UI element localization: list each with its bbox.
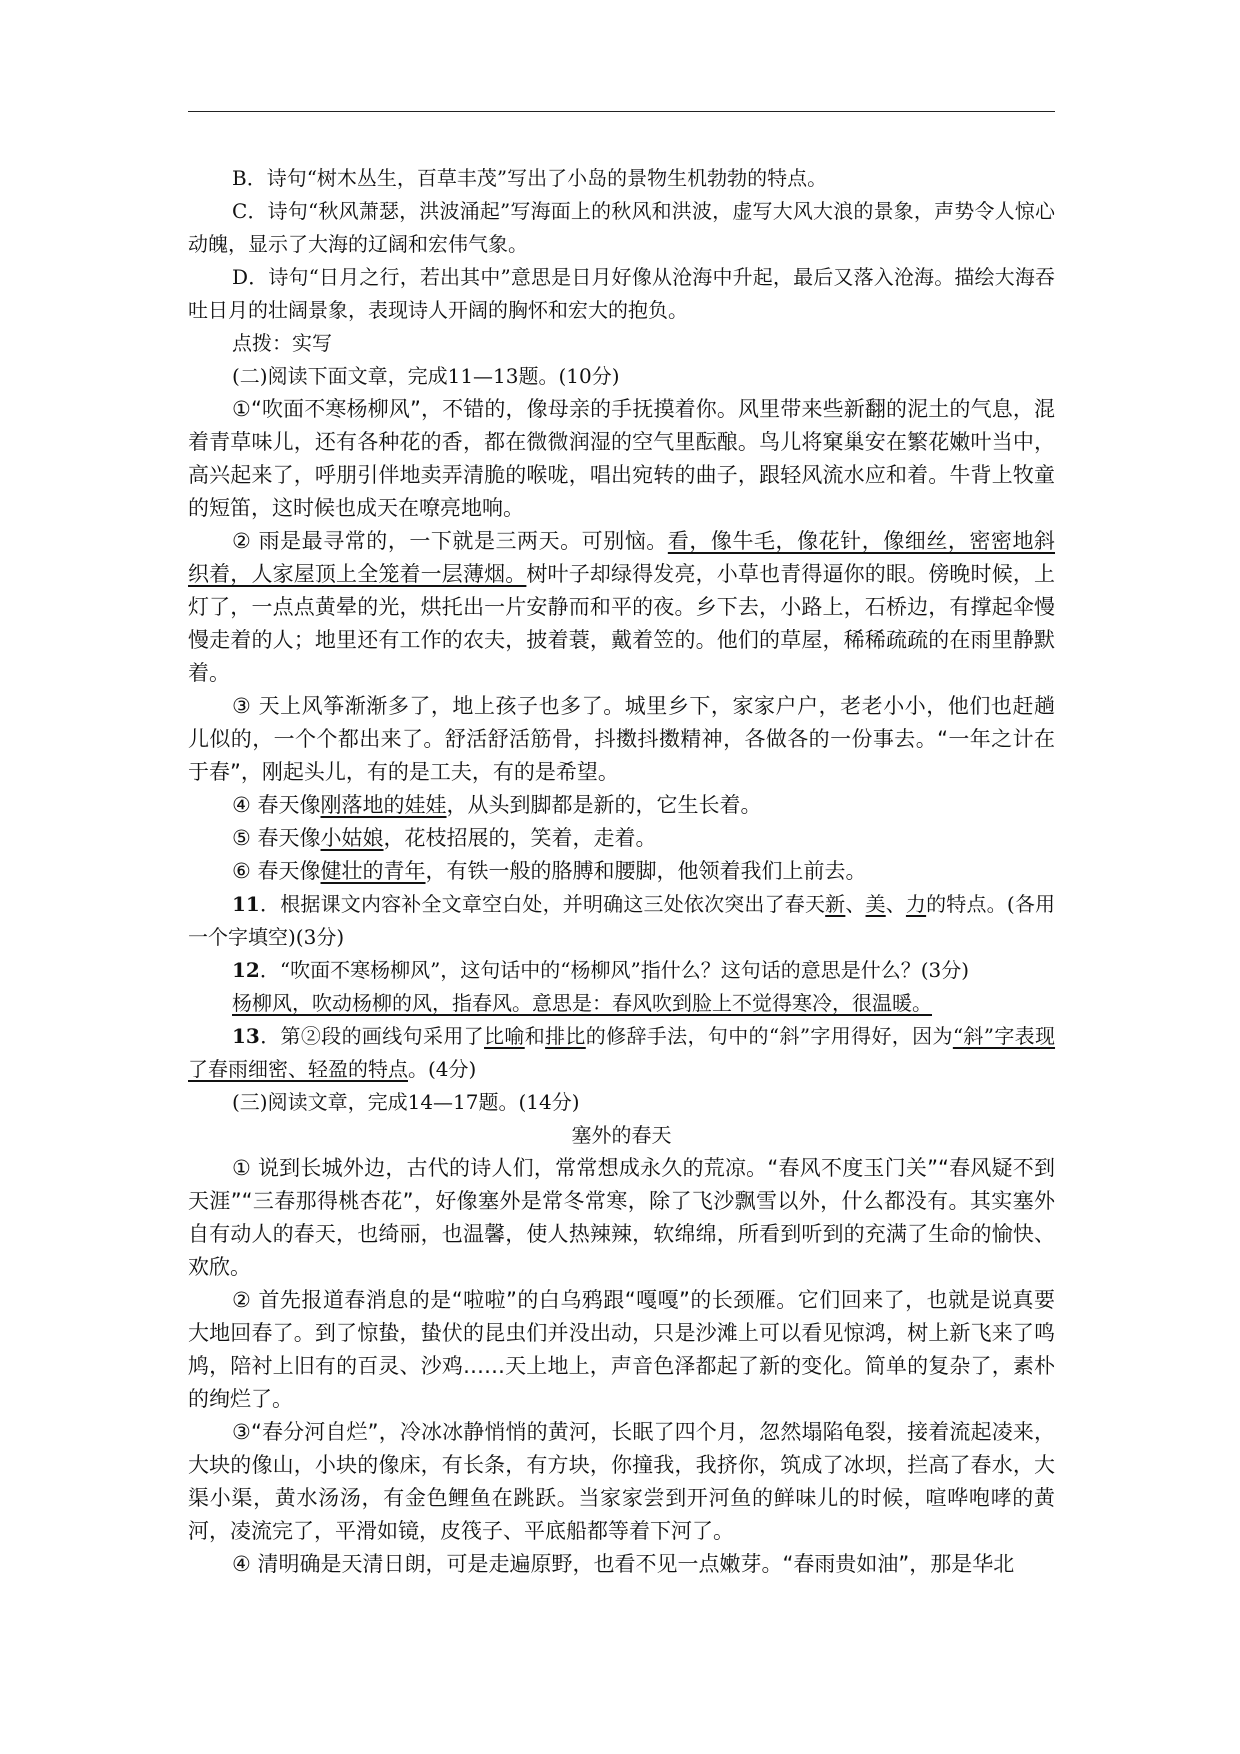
article-paragraph-3: ③“春分河自烂”，冷冰冰静悄悄的黄河，长眠了四个月，忽然塌陷龟裂，接着流起凌来，大块的像山，小块的像床，有长条，有方块，你撞我，我挤你，筑成了冰坝，拦高了春水，大渠小渠，黄水汤汤，有金色鲤鱼在跳跃。当家家尝到开河鱼的鲜味儿的时候，喧哗咆哮的黄河，凌流完了，平滑如镜，皮筏子、平底船都等着下河了。 [188, 1420, 1055, 1543]
question-13-answer-3: “斜”字表现了春雨细密、轻盈的特点 [188, 1024, 1056, 1081]
paragraph-4-before: ④ 春天像 [232, 793, 321, 817]
passage-paragraph-6 [188, 855, 1055, 888]
paragraph-5-before: ⑤ 春天像 [232, 826, 321, 850]
paragraph-6-after: ，有铁一般的胳膊和腰脚，他领着我们上前去。 [425, 859, 867, 883]
passage-paragraph-2 [188, 525, 1055, 690]
question-13-text: ．第②段的画线句采用了 [259, 1024, 485, 1048]
question-11-tail: 的特点。(各用一个字填空)(3分) [188, 892, 1056, 949]
question-11-separator-1: 、 [845, 892, 866, 916]
article-title: 塞外的春天 [571, 1123, 672, 1147]
question-11-number: 11 [232, 892, 260, 916]
passage-paragraph-5 [188, 822, 1055, 855]
passage-paragraph-3: ③ 天上风筝渐渐多了，地上孩子也多了。城里乡下，家家户户，老老小小，他们也赶趟儿似的，一个个都出来了。舒活舒活筋骨，抖擞抖擞精神，各做各的一份事去。“一年之计在于春”，刚起头儿，有的是工夫，有的是希望。 [188, 694, 1055, 784]
question-11-answer-1: 新 [825, 892, 846, 916]
question-12-answer: 杨柳风，吹动杨柳的风，指春风。意思是：春风吹到脸上不觉得寒冷，很温暖。 [232, 991, 932, 1015]
section-2-heading: (二)阅读下面文章，完成11—13题。(10分) [232, 364, 620, 388]
option-c: C．诗句“秋风萧瑟，洪波涌起”写海面上的秋风和洪波，虚写大风大浪的景象，声势令人惊心动魄，显示了大海的辽阔和宏伟气象。 [188, 199, 1055, 256]
paragraph-2-before: ② 雨是最寻常的，一下就是三两天。可别恼。 [232, 529, 668, 553]
question-12-answer-line [188, 987, 1055, 1020]
question-13-connector: 和 [524, 1024, 546, 1048]
paragraph-4-after: ，从头到脚都是新的，它生长着。 [446, 793, 762, 817]
question-13-text-2: 的修辞手法，句中的“斜”字用得好，因为 [585, 1024, 953, 1048]
article-paragraph-4: ④ 清明确是天清日朗，可是走遍原野，也看不见一点嫩芽。“春雨贵如油”，那是华北 [232, 1552, 1015, 1576]
paragraph-2-underlined-sentence: 看，像牛毛，像花针，像细丝，密密地斜织着，人家屋顶上全笼着一层薄烟。 [188, 529, 1056, 586]
passage-paragraph-4 [188, 789, 1055, 822]
paragraph-5-answer: 小姑娘 [320, 826, 384, 850]
question-13-number: 13 [232, 1024, 260, 1048]
question-11 [188, 888, 1055, 954]
option-d: D．诗句“日月之行，若出其中”意思是日月好像从沧海中升起，最后又落入沧海。描绘大海吞吐日月的壮阔景象，表现诗人开阔的胸怀和宏大的抱负。 [188, 265, 1055, 322]
question-11-answer-2: 美 [865, 892, 886, 916]
question-13-tail: 。(4分) [408, 1057, 477, 1081]
question-12 [188, 954, 1055, 987]
header-rule [188, 111, 1055, 112]
paragraph-2-after: 树叶子却绿得发亮，小草也青得逼你的眼。傍晚时候，上灯了，一点点黄晕的光，烘托出一片安静而和平的夜。乡下去，小路上，石桥边，有撑起伞慢慢走着的人；地里还有工作的农夫，披着蓑，戴着笠的。他们的草屋，稀稀疏疏的在雨里静默着。 [188, 562, 1056, 685]
section-3-heading: (三)阅读文章，完成14—17题。(14分) [232, 1090, 580, 1114]
question-13-answer-2: 排比 [545, 1024, 586, 1048]
passage-paragraph-1: ①“吹面不寒杨柳风”，不错的，像母亲的手抚摸着你。风里带来些新翻的泥土的气息，混着青草味儿，还有各种花的香，都在微微润湿的空气里酝酿。鸟儿将窠巢安在繁花嫩叶当中，高兴起来了，呼朋引伴地卖弄清脆的喉咙，唱出宛转的曲子，跟轻风流水应和着。牛背上牧童的短笛，这时候也成天在嘹亮地响。 [188, 397, 1055, 520]
option-b: B．诗句“树木丛生，百草丰茂”写出了小岛的景物生机勃勃的特点。 [232, 166, 828, 190]
paragraph-5-after: ，花枝招展的，笑着，走着。 [383, 826, 657, 850]
article-paragraph-1: ① 说到长城外边，古代的诗人们，常常想成永久的荒凉。“春风不度玉门关”“春风疑不到天涯”“三春那得桃杏花”，好像塞外是常冬常寒，除了飞沙飘雪以外，什么都没有。其实塞外自有动人的春天，也绮丽，也温馨，使人热辣辣，软绵绵，所看到听到的充满了生命的愉快、欢欣。 [188, 1156, 1055, 1279]
hint-line: 点拨：实写 [232, 331, 332, 355]
article-paragraph-2: ② 首先报道春消息的是“啦啦”的白乌鸦跟“嘎嘎”的长颈雁。它们回来了，也就是说真要大地回春了。到了惊蛰，蛰伏的昆虫们并没出动，只是沙滩上可以看见惊鸿，树上新飞来了鸣鸠，陪衬上旧有的百灵、沙鸡……天上地上，声音色泽都起了新的变化。简单的复杂了，素朴的绚烂了。 [188, 1288, 1055, 1411]
question-11-text: ．根据课文内容补全文章空白处，并明确这三处依次突出了春天 [259, 892, 826, 916]
question-13-answer-1: 比喻 [484, 1024, 525, 1048]
question-11-answer-3: 力 [905, 892, 927, 916]
question-11-separator-2: 、 [885, 892, 906, 916]
paragraph-6-before: ⑥ 春天像 [232, 859, 321, 883]
paragraph-4-answer: 刚落地的娃娃 [320, 793, 447, 817]
question-12-number: 12 [232, 958, 260, 982]
paragraph-6-answer: 健壮的青年 [320, 859, 426, 883]
question-12-text: ．“吹面不寒杨柳风”，这句话中的“杨柳风”指什么？这句话的意思是什么？(3分) [259, 958, 970, 982]
question-13 [188, 1020, 1055, 1086]
document-content [188, 162, 1055, 1581]
